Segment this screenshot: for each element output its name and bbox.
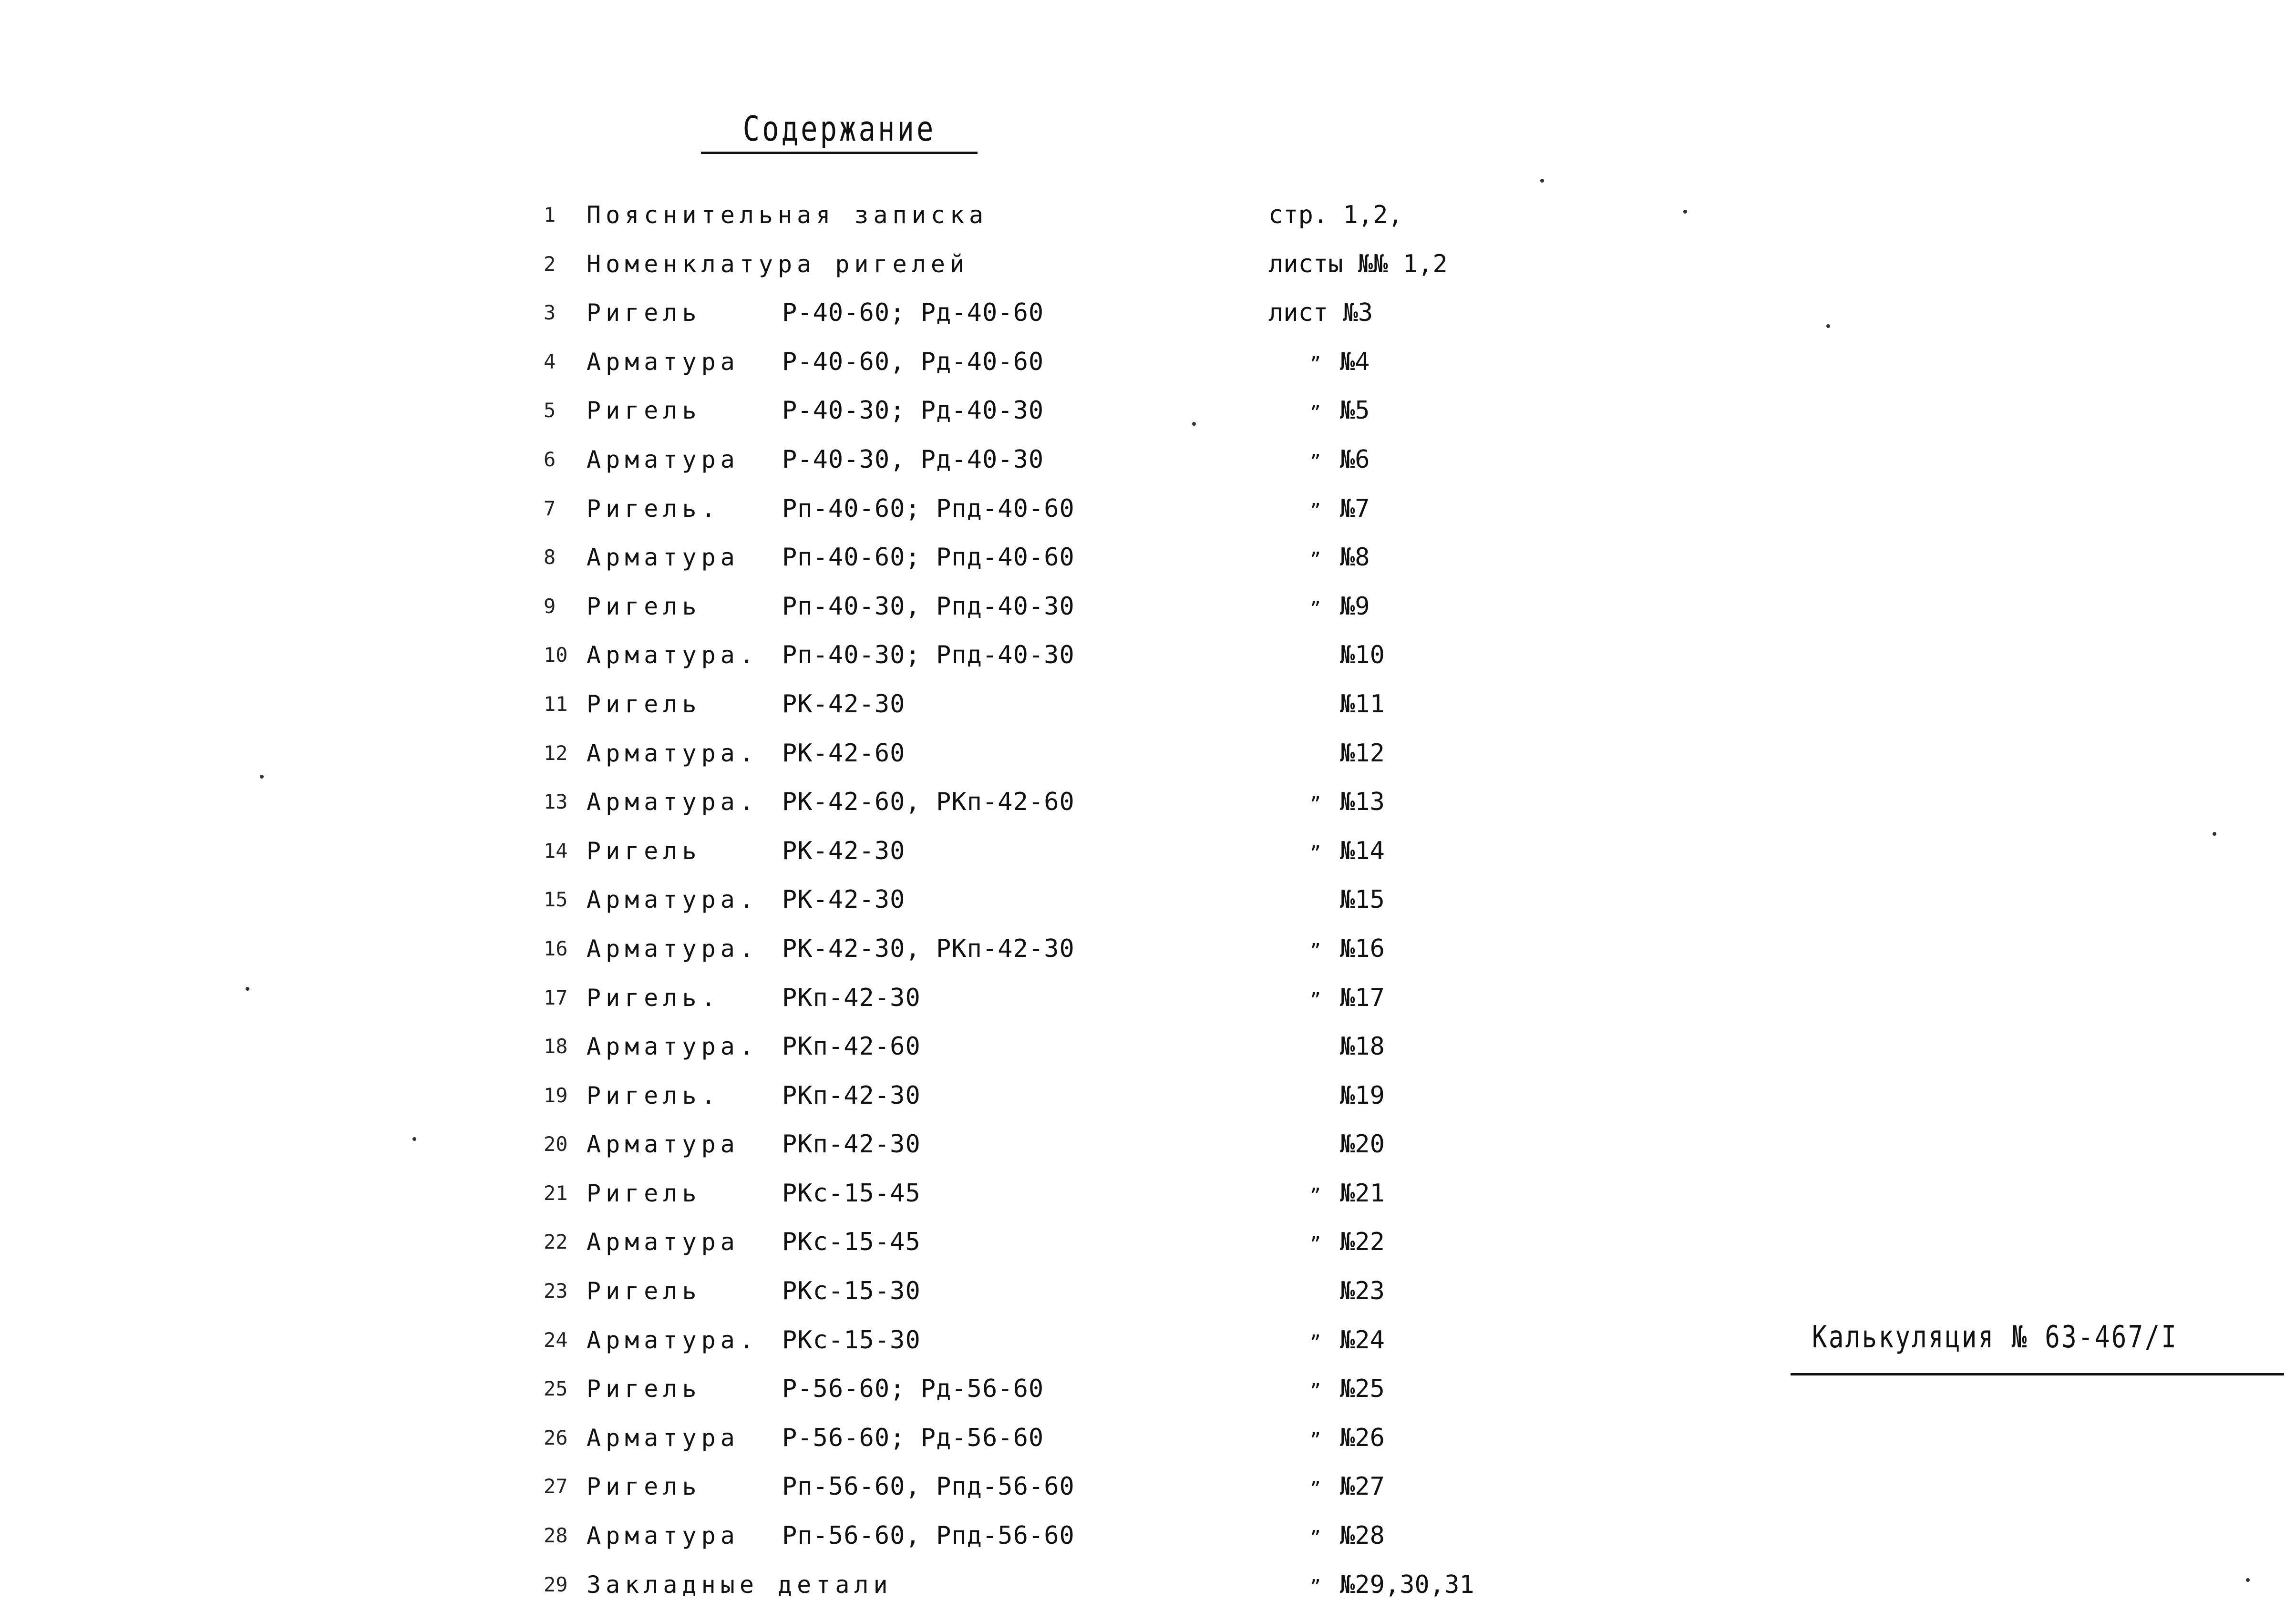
toc-row-ref-text: №8 <box>1340 543 1370 572</box>
toc-row-code: РКп-42-60 <box>782 1032 921 1061</box>
toc-row-title: Ригель <box>587 1473 701 1501</box>
toc-row-sheet-ref <box>1278 924 1545 975</box>
toc-row <box>544 631 1545 680</box>
toc-row-title: Ригель <box>587 1277 701 1305</box>
toc-row <box>544 1120 1545 1169</box>
toc-row-ditto-mark: ” <box>1310 549 1321 570</box>
toc-row-sheet-ref <box>1278 1511 1545 1562</box>
toc-row-number: 24 <box>544 1328 568 1352</box>
toc-row-code: Р-56-60; Рд-56-60 <box>782 1423 1044 1452</box>
toc-row-ref-text: №24 <box>1340 1325 1385 1354</box>
toc-row-code: Р-40-60; Рд-40-60 <box>782 298 1044 328</box>
toc-row-ref-text: №15 <box>1340 885 1385 914</box>
toc-row-ref-text: №21 <box>1340 1179 1385 1208</box>
toc-row-title: Ригель <box>587 837 701 865</box>
scan-speck <box>2213 832 2216 836</box>
toc-row <box>544 533 1545 582</box>
toc-row-ref-text: №11 <box>1340 689 1385 718</box>
toc-row-ditto-mark: ” <box>1310 1527 1321 1549</box>
toc-row-sheet-ref <box>1278 631 1545 680</box>
toc-row-title: Ригель. <box>587 984 721 1012</box>
toc-row-code: Рп-56-60, Рпд-56-60 <box>782 1472 1075 1501</box>
toc-row-title: Арматура. <box>587 788 759 816</box>
toc-row-ref-text: №14 <box>1340 836 1385 865</box>
toc-row-ref-text: №7 <box>1340 494 1370 523</box>
toc-row-number: 13 <box>544 790 568 814</box>
toc-row-number: 23 <box>544 1279 568 1303</box>
toc-row-ref-text: №22 <box>1340 1228 1385 1257</box>
toc-row-ditto-mark: ” <box>1310 989 1321 1010</box>
toc-row-code: Рп-56-60, Рпд-56-60 <box>782 1521 1075 1550</box>
toc-row-number: 28 <box>544 1524 568 1548</box>
toc-row-number: 21 <box>544 1181 568 1205</box>
toc-row-code: Рп-40-30, Рпд-40-30 <box>782 592 1075 621</box>
toc-row-sheet-ref <box>1278 533 1545 584</box>
toc-row-sheet-ref <box>1278 827 1545 878</box>
toc-row-number: 14 <box>544 839 568 862</box>
toc-row-number: 8 <box>544 545 556 569</box>
scan-speck <box>246 987 249 991</box>
toc-row-title: Арматура. <box>587 641 759 669</box>
toc-row-number: 29 <box>544 1572 568 1596</box>
toc-row <box>544 191 1545 240</box>
toc-row-ref-text: стр. 1,2, <box>1268 201 1403 229</box>
toc-row-title: Ригель <box>587 299 701 327</box>
toc-row-sheet-ref <box>1278 680 1545 729</box>
toc-row-ref-text: №13 <box>1340 788 1385 817</box>
toc-row-number: 26 <box>544 1426 568 1449</box>
toc-row-code: РК-42-30 <box>782 885 906 914</box>
toc-row-ditto-mark: ” <box>1310 1478 1321 1499</box>
toc-row-title: Ригель. <box>587 1081 721 1109</box>
toc-row-ditto-mark: ” <box>1310 1233 1321 1255</box>
toc-row-title: Арматура <box>587 1130 740 1159</box>
toc-row-ref-text: №19 <box>1340 1081 1385 1110</box>
toc-row-code: РК-42-30 <box>782 689 906 718</box>
toc-row-title: Ригель. <box>587 494 721 523</box>
toc-row <box>544 1462 1545 1511</box>
toc-row-ref-text: листы №№ 1,2 <box>1268 249 1448 278</box>
toc-row <box>544 1316 1545 1365</box>
toc-row-number: 18 <box>544 1035 568 1058</box>
toc-row-code: Р-56-60; Рд-56-60 <box>782 1375 1044 1404</box>
toc-row <box>544 729 1545 778</box>
toc-row-ditto-mark: ” <box>1310 940 1321 961</box>
title-underline <box>701 152 978 154</box>
toc-row-sheet-ref <box>1278 582 1545 633</box>
toc-row-title: Арматура <box>587 445 740 473</box>
toc-row-ref-text: №28 <box>1340 1521 1385 1550</box>
toc-row-ref-text: №26 <box>1340 1423 1385 1452</box>
scan-speck <box>412 1137 416 1141</box>
toc-row-ditto-mark: ” <box>1310 1184 1321 1206</box>
toc-row-number: 12 <box>544 741 568 765</box>
toc-row-ditto-mark: ” <box>1310 402 1321 423</box>
toc-row-number: 11 <box>544 692 568 716</box>
calculation-underline <box>1791 1373 2284 1375</box>
toc-row-code: Рп-40-60; Рпд-40-60 <box>782 543 1075 572</box>
toc-row-code: РКс-15-30 <box>782 1325 921 1354</box>
toc-row-title: Ригель <box>587 592 701 620</box>
toc-row-number: 16 <box>544 936 568 960</box>
table-of-contents <box>544 191 1545 1609</box>
toc-row <box>544 827 1545 876</box>
toc-row-ref-text: №18 <box>1340 1032 1385 1061</box>
toc-row-sheet-ref <box>1278 435 1545 486</box>
toc-row-number: 6 <box>544 447 556 471</box>
toc-row-sheet-ref <box>1278 1267 1545 1316</box>
toc-row-number: 4 <box>544 349 556 373</box>
toc-row-title: Арматура. <box>587 739 759 767</box>
toc-row-code: РК-42-30 <box>782 836 906 865</box>
toc-row-number: 5 <box>544 399 556 422</box>
toc-row-sheet-ref <box>1278 1071 1545 1120</box>
toc-row-number: 17 <box>544 985 568 1009</box>
scan-speck <box>1192 422 1196 426</box>
toc-row-sheet-ref <box>1278 778 1545 829</box>
toc-row-ref-text: лист №3 <box>1268 298 1373 328</box>
toc-row <box>544 484 1545 534</box>
toc-row-code: Р-40-30, Рд-40-30 <box>782 445 1044 474</box>
toc-row-number: 1 <box>544 203 556 226</box>
toc-row <box>544 1365 1545 1414</box>
toc-row-number: 9 <box>544 594 556 618</box>
toc-row-ditto-mark: ” <box>1310 1380 1321 1402</box>
toc-row-title: Ригель <box>587 690 701 718</box>
toc-row-number: 15 <box>544 888 568 912</box>
toc-row-ref-text: №25 <box>1340 1375 1385 1404</box>
toc-row-sheet-ref <box>1268 288 1535 338</box>
toc-row-ref-text: №10 <box>1340 641 1385 670</box>
toc-row-title: Ригель <box>587 397 701 425</box>
toc-row <box>544 974 1545 1023</box>
scan-speck <box>1826 324 1830 328</box>
toc-row <box>544 1218 1545 1267</box>
toc-row <box>544 924 1545 974</box>
toc-row-code: РК-42-60 <box>782 739 906 768</box>
toc-row-title: Арматура. <box>587 1033 759 1061</box>
toc-row-ref-text: №12 <box>1340 739 1385 768</box>
calculation-number: Калькуляция № 63-467/I <box>1812 1320 2178 1355</box>
toc-row-code: РКп-42-30 <box>782 1130 921 1159</box>
toc-row <box>544 338 1545 387</box>
toc-row <box>544 778 1545 827</box>
toc-row-title: Арматура <box>587 1522 740 1550</box>
toc-row-number: 19 <box>544 1083 568 1107</box>
toc-row-ditto-mark: ” <box>1310 353 1321 374</box>
toc-row-ditto-mark: ” <box>1310 1576 1321 1597</box>
toc-row-number: 7 <box>544 496 556 520</box>
toc-row-code: РК-42-30, РКп-42-30 <box>782 934 1075 963</box>
toc-row-number: 2 <box>544 252 556 276</box>
toc-row-sheet-ref <box>1278 729 1545 778</box>
toc-row-sheet-ref <box>1278 386 1545 437</box>
toc-row <box>544 1022 1545 1071</box>
toc-row-code: РКп-42-30 <box>782 1081 921 1110</box>
toc-row-sheet-ref <box>1278 1120 1545 1169</box>
toc-row <box>544 288 1545 338</box>
toc-row-number: 10 <box>544 643 568 667</box>
toc-row-sheet-ref <box>1278 338 1545 389</box>
scan-speck <box>2246 1578 2250 1582</box>
toc-row-code: РКс-15-30 <box>782 1277 921 1306</box>
toc-row <box>544 1414 1545 1463</box>
toc-row-title: Арматура <box>587 544 740 572</box>
toc-row <box>544 1071 1545 1120</box>
toc-row-sheet-ref <box>1278 974 1545 1025</box>
scan-speck <box>260 775 264 779</box>
toc-row-sheet-ref <box>1278 1365 1545 1416</box>
toc-row-title: Номенклатура ригелей <box>587 250 969 278</box>
toc-row-title: Арматура <box>587 1228 740 1256</box>
toc-row-code: Р-40-30; Рд-40-30 <box>782 396 1044 425</box>
toc-row-code: РК-42-60, РКп-42-60 <box>782 788 1075 817</box>
toc-row-title: Арматура. <box>587 1326 759 1354</box>
toc-row-code: РКп-42-30 <box>782 983 921 1012</box>
toc-row-title: Арматура. <box>587 886 759 914</box>
toc-row-number: 20 <box>544 1132 568 1156</box>
toc-row-ref-text: №29,30,31 <box>1340 1570 1474 1599</box>
toc-row-title: Ригель <box>587 1179 701 1207</box>
toc-row-ref-text: №20 <box>1340 1130 1385 1159</box>
toc-row-code: РКс-15-45 <box>782 1228 921 1257</box>
toc-row <box>544 680 1545 729</box>
toc-row <box>544 1267 1545 1316</box>
toc-row-ref-text: №17 <box>1340 983 1385 1012</box>
toc-row-number: 22 <box>544 1230 568 1254</box>
toc-row-title: Арматура <box>587 1424 740 1452</box>
toc-row-number: 3 <box>544 301 556 325</box>
toc-row-sheet-ref <box>1278 1169 1545 1220</box>
toc-row-sheet-ref <box>1278 484 1545 535</box>
toc-row-ref-text: №16 <box>1340 934 1385 963</box>
toc-row-title: Закладные детали <box>587 1570 893 1599</box>
toc-row-sheet-ref <box>1278 1560 1545 1611</box>
toc-row-number: 25 <box>544 1377 568 1401</box>
toc-row-ditto-mark: ” <box>1310 451 1321 472</box>
toc-row-code: Р-40-60, Рд-40-60 <box>782 347 1044 376</box>
toc-row-ref-text: №5 <box>1340 396 1370 425</box>
toc-row-sheet-ref <box>1268 240 1535 289</box>
toc-row-title: Ригель <box>587 1375 701 1403</box>
toc-row-title: Арматура <box>587 348 740 376</box>
toc-row-sheet-ref <box>1278 1022 1545 1071</box>
toc-row <box>544 582 1545 631</box>
toc-row-ditto-mark: ” <box>1310 842 1321 863</box>
toc-row-ditto-mark: ” <box>1310 1429 1321 1450</box>
toc-row-sheet-ref <box>1268 191 1535 240</box>
toc-row-ditto-mark: ” <box>1310 500 1321 521</box>
toc-row-sheet-ref <box>1278 875 1545 924</box>
toc-row-ref-text: №9 <box>1340 592 1370 621</box>
toc-row-ref-text: №27 <box>1340 1472 1385 1501</box>
toc-row <box>544 386 1545 435</box>
toc-row-ref-text: №6 <box>1340 445 1370 474</box>
toc-row <box>544 1511 1545 1560</box>
toc-row-code: Рп-40-30; Рпд-40-30 <box>782 641 1075 670</box>
toc-row-code: РКс-15-45 <box>782 1179 921 1208</box>
toc-row-title: Пояснительная записка <box>587 201 988 229</box>
toc-row <box>544 435 1545 484</box>
toc-row-ditto-mark: ” <box>1310 793 1321 815</box>
toc-row <box>544 240 1545 289</box>
toc-row-code: Рп-40-60; Рпд-40-60 <box>782 494 1075 523</box>
toc-row <box>544 1169 1545 1218</box>
toc-row-sheet-ref <box>1278 1218 1545 1269</box>
toc-row-sheet-ref <box>1278 1414 1545 1465</box>
toc-row-sheet-ref <box>1278 1316 1545 1367</box>
toc-row-ref-text: №4 <box>1340 347 1370 376</box>
scan-speck <box>1540 179 1544 183</box>
toc-row-number: 27 <box>544 1475 568 1498</box>
toc-row-ref-text: №23 <box>1340 1277 1385 1306</box>
page-title: Содержание <box>742 109 936 149</box>
toc-row-title: Арматура. <box>587 934 759 963</box>
toc-row-ditto-mark: ” <box>1310 597 1321 619</box>
toc-row-sheet-ref <box>1278 1462 1545 1513</box>
toc-row <box>544 875 1545 924</box>
toc-row-ditto-mark: ” <box>1310 1331 1321 1353</box>
scan-speck <box>1683 210 1687 214</box>
